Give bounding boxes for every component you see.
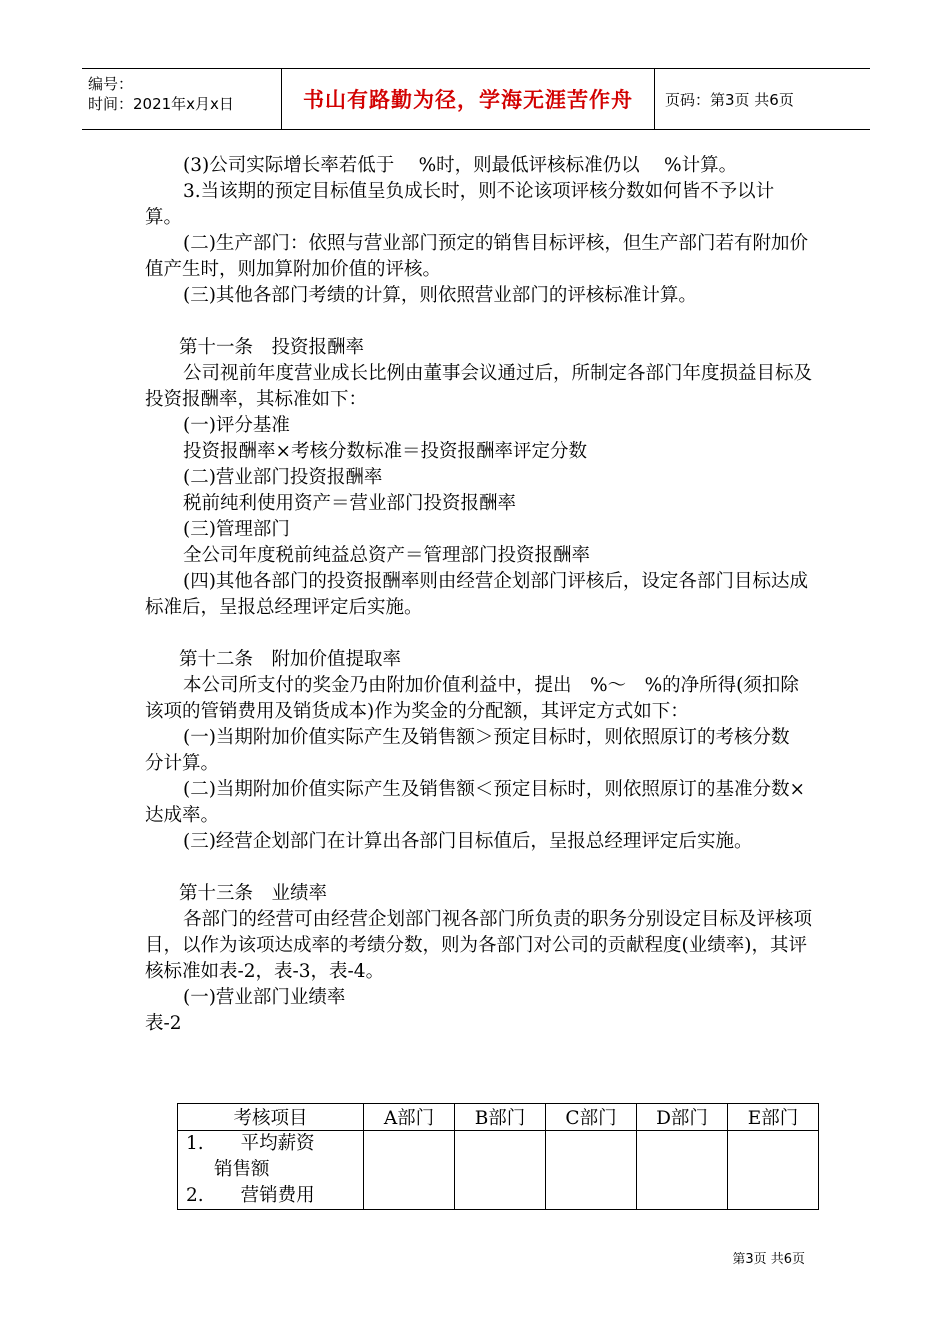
column-header: D部门 [637,1104,728,1131]
paragraph: (一)评分基准 [183,415,290,436]
table-cell-item [178,1131,364,1210]
table-row [178,1131,819,1210]
table-cell [364,1131,455,1210]
column-header: B部门 [455,1104,546,1131]
paragraph: (二)生产部门：依照与营业部门预定的销售目标评核，但生产部门若有附加价值产生时，则加算附加价值的评核。 [145,233,808,280]
paragraph: 3.当该期的预定目标值呈负成长时，则不论该项评核分数如何皆不予以计 [183,181,775,202]
table-label: 表-2 [145,1013,182,1034]
column-header: E部门 [728,1104,819,1131]
column-header: A部门 [364,1104,455,1131]
item-line: 销售额 [214,1159,270,1180]
paragraph: (三)经营企划部门在计算出各部门目标值后，呈报总经理评定后实施。 [183,831,753,852]
article-heading: 第十三条 业绩率 [179,883,328,904]
column-header: 考核项目 [178,1104,364,1131]
item-line: 1. 平均薪资 [186,1133,315,1154]
paragraph: (三)管理部门 [183,519,290,540]
table-header-row [178,1104,819,1131]
page-header [82,68,870,130]
table-cell [728,1131,819,1210]
paragraph: 全公司年度税前纯益总资产＝管理部门投资报酬率 [183,545,591,566]
article-heading: 第十二条 附加价值提取率 [179,649,402,670]
paragraph: 投资报酬率×考核分数标准＝投资报酬率评定分数 [183,441,588,462]
header-page: 页码：第3页 共6页 [665,90,794,109]
paragraph: 本公司所支付的奖金乃由附加价值利益中，提出 %～ %的净所得(须扣除该项的管销费用及销货成本)作为奖金的分配额，其评定方式如下： [145,675,799,722]
item-line: 2. 营销费用 [186,1185,315,1206]
paragraph: (二)当期附加价值实际产生及销售额＜预定目标时，则依照原订的基准分数×达成率。 [145,779,805,826]
paragraph: 税前纯利使用资产＝营业部门投资报酬率 [183,493,517,514]
paragraph: 各部门的经营可由经营企划部门视各部门所负责的职务分别设定目标及评核项目，以作为该项达成率的考绩分数，则为各部门对公司的贡献程度(业绩率)，其评核标准如表-2，表-3，表-4。 [145,909,813,982]
paragraph: (一)当期附加价值实际产生及销售额＞预定目标时，则依照原订的考核分数 分计算。 [145,727,808,774]
header-motto-cell [282,69,655,129]
table-cell [637,1131,728,1210]
table-cell [546,1131,637,1210]
paragraph: (三)其他各部门考绩的计算，则依照营业部门的评核标准计算。 [183,285,697,306]
document-body [145,153,815,1037]
paragraph: 公司视前年度营业成长比例由董事会议通过后，所制定各部门年度损益目标及投资报酬率，其标准如下： [145,363,813,410]
table-cell [455,1131,546,1210]
header-number: 编号： [88,75,134,93]
column-header: C部门 [546,1104,637,1131]
header-time: 时间：2021年x月x日 [88,95,234,113]
header-meta [82,69,282,129]
paragraph: 算。 [145,207,183,228]
paragraph: (四)其他各部门的投资报酬率则由经营企划部门评核后，设定各部门目标达成标准后，呈报总经理评定后实施。 [145,571,808,618]
performance-table [177,1103,819,1210]
paragraph: (一)营业部门业绩率 [183,987,346,1008]
paragraph: (二)营业部门投资报酬率 [183,467,383,488]
article-heading: 第十一条 投资报酬率 [179,337,365,358]
page-footer: 第3页 共6页 [732,1252,805,1267]
header-motto: 书山有路勤为径，学海无涯苦作舟 [303,88,633,112]
paragraph: (3)公司实际增长率若低于 %时，则最低评核标准仍以 %计算。 [183,155,738,176]
